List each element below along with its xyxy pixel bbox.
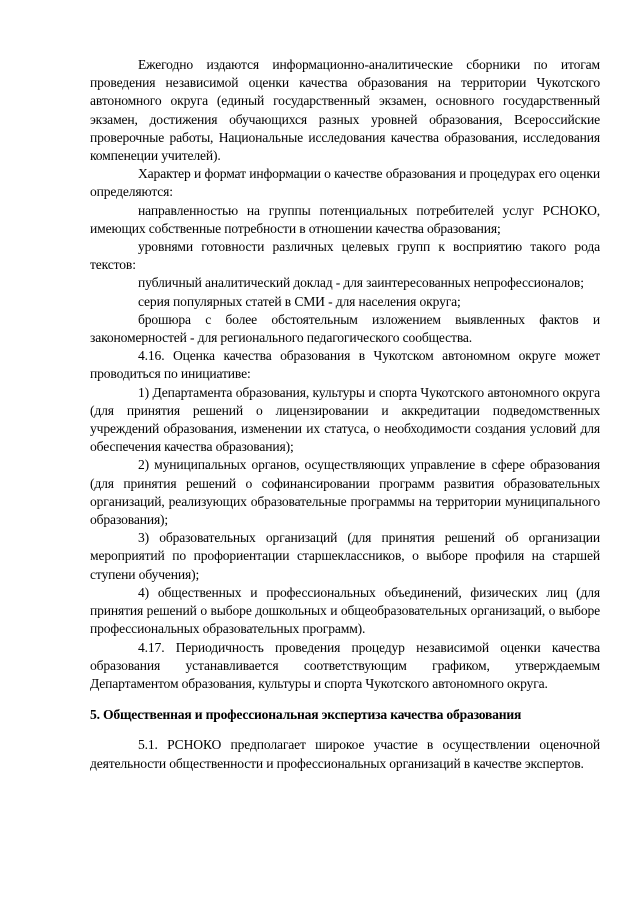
paragraph-public-report: публичный аналитический доклад - для заинтересованных непрофессионалов; bbox=[138, 275, 584, 291]
paragraph-initiative-4: 4) общественных и профессиональных объединений, физических лиц (для принятия решений о выборе дошкольных и общеобразовательных организаций, о выборе профессиональных образовательных программ). bbox=[90, 584, 600, 637]
paragraph-5-1: 5.1. РСНОКО предполагает широкое участие в осуществлении оценочной деятельности общественности и профессиональных организаций в качестве экспертов. bbox=[90, 737, 600, 771]
paragraph-4-16: 4.16. Оценка качества образования в Чукотском автономном округе может проводиться по инициативе: bbox=[90, 348, 600, 382]
paragraph-annual-collections: Ежегодно издаются информационно-аналитические сборники по итогам проведения независимой оценки качества образования на территории Чукотского автономного округа (единый государственный экзамен, основного государственный экзамен, достижения обучающихся разных уровней образования, Всероссийские проверочные работы, Национальные исследования качества образования, исследования компенеции учителей). bbox=[90, 57, 600, 164]
paragraph-target-groups: направленностью на группы потенциальных потребителей услуг РСНОКО, имеющих собственные потребности в отношении качества образования; bbox=[90, 202, 600, 236]
paragraph-initiative-2: 2) муниципальных органов, осуществляющих управление в сфере образования (для принятия решений о софинансировании программ развития образовательных организаций, реализующих образовательные программы на территории муниципального образования); bbox=[90, 457, 600, 528]
document-body bbox=[90, 56, 600, 773]
paragraph-initiative-3: 3) образовательных организаций (для принятия решений об организации мероприятий по профориентации старшеклассников, о выборе профиля на старшей ступени обучения); bbox=[90, 530, 600, 582]
paragraph-initiative-1: 1) Департамента образования, культуры и спорта Чукотского автономного округа (для принятия решений о лицензировании и аккредитации подведомственных учреждений образования, изменении их статуса, о необходимости создания условий для обеспечения качества образования); bbox=[90, 384, 600, 455]
section-heading: 5. Общественная и профессиональная экспертиза качества образования bbox=[90, 707, 522, 723]
paragraph-information-format: Характер и формат информации о качестве образования и процедурах его оценки определяются: bbox=[90, 166, 600, 200]
paragraph-readiness-levels: уровнями готовности различных целевых групп к восприятию такого рода текстов: bbox=[90, 239, 600, 273]
paragraph-4-17: 4.17. Периодичность проведения процедур независимой оценки качества образования устанавливается соответствующим графиком, утверждаемым Департаментом образования, культуры и спорта Чукотского автономного округа. bbox=[90, 639, 600, 691]
paragraph-brochure: брошюра с более обстоятельным изложением выявленных фактов и закономерностей - для регионального педагогического сообщества. bbox=[90, 311, 600, 346]
paragraph-media-articles: серия популярных статей в СМИ - для населения округа; bbox=[138, 293, 461, 309]
